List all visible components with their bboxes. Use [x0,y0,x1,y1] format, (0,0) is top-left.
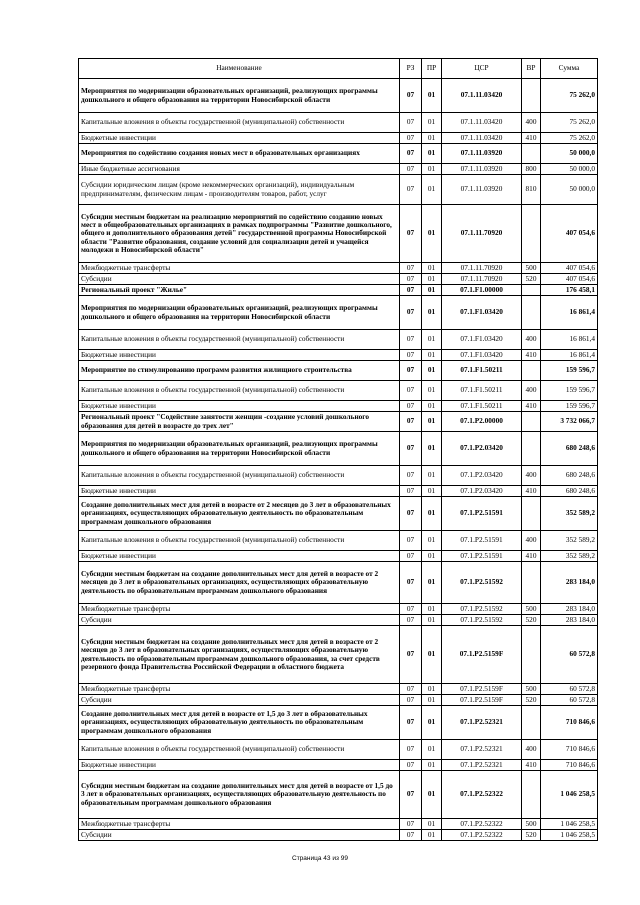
cell-csr: 07.1.F1.03420 [442,330,522,350]
cell-sum: 50 000,0 [541,144,598,164]
cell-rz: 07 [400,285,422,296]
cell-pr: 01 [422,79,442,113]
cell-name: Бюджетные инвестиции [79,401,400,412]
cell-csr: 07.1.11.03420 [442,133,522,144]
cell-sum: 1 046 258,5 [541,819,598,830]
cell-pr: 01 [422,274,442,285]
cell-rz: 07 [400,740,422,760]
cell-vr: 810 [522,175,541,205]
table-row [79,551,598,562]
header-pr: ПР [422,59,442,79]
cell-vr [522,432,541,466]
cell-sum: 16 861,4 [541,296,598,330]
cell-name: Субсидии местным бюджетам на создание дополнительных мест для детей в возрасте от 2 месяцев до 3 лет в образовательных организациях, осуществляющих образовательную деятельность по образовательным программам дошкольного образования [79,562,400,604]
budget-table-container [78,58,597,841]
table-row [79,79,598,113]
cell-pr: 01 [422,706,442,740]
cell-rz: 07 [400,350,422,361]
cell-pr: 01 [422,133,442,144]
cell-csr: 07.1.F1.03420 [442,350,522,361]
table-row [79,175,598,205]
cell-name: Субсидии местным бюджетам на создание дополнительных мест для детей в возрасте от 2 месяцев до 3 лет в образовательных организациях, осуществляющих образовательную деятельность по образовательным программам дошкольного образования, за счет средств резервного фонда Правительства Российской Федерации в областного бюджета [79,626,400,684]
cell-sum: 60 572,8 [541,626,598,684]
table-row [79,274,598,285]
cell-rz: 07 [400,466,422,486]
table-row [79,296,598,330]
cell-pr: 01 [422,144,442,164]
cell-name: Капитальные вложения в объекты государственной (муниципальной) собственности [79,466,400,486]
cell-name: Региональный проект "Содействие занятости женщин -создание условий дошкольного образования для детей в возрасте до трех лет" [79,412,400,432]
cell-name: Бюджетные инвестиции [79,350,400,361]
cell-sum: 50 000,0 [541,175,598,205]
table-row [79,562,598,604]
cell-name: Субсидии местным бюджетам на создание дополнительных мест для детей в возрасте от 1,5 до 3 лет в образовательных организациях, осуществляющих образовательную деятельность по образовательным программам дошкольного образования [79,771,400,819]
cell-vr [522,771,541,819]
cell-pr: 01 [422,830,442,841]
cell-sum: 680 248,6 [541,486,598,497]
cell-vr: 400 [522,113,541,133]
cell-csr: 07.1.P2.51592 [442,562,522,604]
cell-csr: 07.1.P2.03420 [442,432,522,466]
cell-pr: 01 [422,330,442,350]
cell-vr [522,285,541,296]
cell-csr: 07.1.F1.03420 [442,296,522,330]
cell-name: Капитальные вложения в объекты государственной (муниципальной) собственности [79,381,400,401]
header-csr: ЦСР [442,59,522,79]
cell-name: Межбюджетные трансферты [79,604,400,615]
table-row [79,466,598,486]
cell-vr [522,144,541,164]
cell-csr: 07.1.P2.5159F [442,695,522,706]
table-row [79,432,598,466]
table-row [79,285,598,296]
cell-pr: 01 [422,760,442,771]
cell-vr: 410 [522,551,541,562]
cell-vr: 400 [522,330,541,350]
cell-csr: 07.1.P2.5159F [442,626,522,684]
cell-rz: 07 [400,361,422,381]
cell-csr: 07.1.11.03920 [442,164,522,175]
cell-sum: 16 861,4 [541,350,598,361]
cell-sum: 407 054,6 [541,263,598,274]
cell-rz: 07 [400,819,422,830]
cell-vr [522,361,541,381]
cell-vr: 410 [522,760,541,771]
table-row [79,615,598,626]
table-row [79,740,598,760]
cell-vr [522,296,541,330]
cell-name: Субсидии [79,615,400,626]
cell-pr: 01 [422,412,442,432]
cell-sum: 283 184,0 [541,615,598,626]
cell-pr: 01 [422,361,442,381]
cell-vr: 500 [522,263,541,274]
cell-name: Мероприятие по стимулированию программ развития жилищного строительства [79,361,400,381]
cell-rz: 07 [400,144,422,164]
cell-pr: 01 [422,604,442,615]
cell-vr: 400 [522,531,541,551]
cell-vr [522,562,541,604]
table-row [79,133,598,144]
cell-name: Межбюджетные трансферты [79,263,400,274]
cell-pr: 01 [422,205,442,263]
table-row [79,113,598,133]
cell-rz: 07 [400,771,422,819]
cell-csr: 07.1.P2.51591 [442,551,522,562]
cell-vr: 520 [522,695,541,706]
cell-pr: 01 [422,486,442,497]
cell-rz: 07 [400,497,422,531]
table-row [79,626,598,684]
table-row [79,486,598,497]
table-row [79,350,598,361]
table-row [79,330,598,350]
cell-sum: 1 046 258,5 [541,830,598,841]
cell-pr: 01 [422,285,442,296]
cell-name: Межбюджетные трансферты [79,684,400,695]
cell-vr: 500 [522,819,541,830]
cell-vr: 410 [522,486,541,497]
cell-vr: 520 [522,615,541,626]
table-row [79,144,598,164]
cell-name: Создание дополнительных мест для детей в возрасте от 1,5 до 3 лет в образовательных организациях, осуществляющих образовательную деятельность по образовательным программам дошкольного образования [79,706,400,740]
cell-pr: 01 [422,432,442,466]
table-row [79,771,598,819]
cell-pr: 01 [422,740,442,760]
cell-name: Региональный проект "Жилье" [79,285,400,296]
cell-sum: 283 184,0 [541,604,598,615]
cell-sum: 680 248,6 [541,466,598,486]
cell-pr: 01 [422,350,442,361]
cell-vr: 410 [522,133,541,144]
cell-csr: 07.1.11.03420 [442,113,522,133]
table-row [79,263,598,274]
cell-csr: 07.1.F1.50211 [442,381,522,401]
cell-rz: 07 [400,274,422,285]
cell-vr [522,626,541,684]
cell-name: Иные бюджетные ассигнования [79,164,400,175]
cell-vr: 400 [522,381,541,401]
cell-csr: 07.1.P2.51592 [442,604,522,615]
cell-sum: 352 589,2 [541,551,598,562]
cell-name: Капитальные вложения в объекты государственной (муниципальной) собственности [79,740,400,760]
budget-table [78,58,598,841]
table-row [79,205,598,263]
cell-csr: 07.1.P2.52321 [442,740,522,760]
cell-vr: 400 [522,740,541,760]
cell-name: Мероприятия по модернизации образовательных организаций, реализующих программы дошкольного и общего образования на территории Новосибирской области [79,432,400,466]
cell-sum: 680 248,6 [541,432,598,466]
cell-pr: 01 [422,771,442,819]
table-row [79,361,598,381]
cell-csr: 07.1.11.03920 [442,175,522,205]
cell-pr: 01 [422,684,442,695]
cell-rz: 07 [400,706,422,740]
cell-rz: 07 [400,684,422,695]
cell-csr: 07.1.11.70920 [442,274,522,285]
table-row [79,819,598,830]
header-vr: ВР [522,59,541,79]
table-row [79,401,598,412]
cell-sum: 710 846,6 [541,706,598,740]
cell-csr: 07.1.F1.50211 [442,361,522,381]
table-body [79,79,598,841]
cell-rz: 07 [400,760,422,771]
cell-csr: 07.1.P2.52321 [442,760,522,771]
cell-csr: 07.1.P2.51591 [442,497,522,531]
header-name: Наименование [79,59,400,79]
cell-csr: 07.1.F1.50211 [442,401,522,412]
cell-rz: 07 [400,133,422,144]
cell-sum: 75 262,0 [541,79,598,113]
cell-rz: 07 [400,626,422,684]
table-row [79,695,598,706]
cell-sum: 159 596,7 [541,361,598,381]
cell-sum: 159 596,7 [541,401,598,412]
table-row [79,164,598,175]
cell-vr: 800 [522,164,541,175]
cell-sum: 16 861,4 [541,330,598,350]
cell-pr: 01 [422,401,442,412]
cell-sum: 283 184,0 [541,562,598,604]
cell-csr: 07.1.P2.52322 [442,819,522,830]
cell-vr [522,706,541,740]
table-row [79,412,598,432]
cell-csr: 07.1.P2.5159F [442,684,522,695]
cell-pr: 01 [422,562,442,604]
cell-vr: 400 [522,466,541,486]
cell-pr: 01 [422,819,442,830]
table-row [79,531,598,551]
table-row [79,684,598,695]
cell-name: Мероприятия по содействию создания новых мест в образовательных организациях [79,144,400,164]
cell-csr: 07.1.P2.03420 [442,486,522,497]
cell-vr: 410 [522,401,541,412]
cell-pr: 01 [422,497,442,531]
cell-rz: 07 [400,551,422,562]
page-number: Страница 43 из 99 [292,855,348,862]
cell-pr: 01 [422,615,442,626]
cell-rz: 07 [400,604,422,615]
table-row [79,760,598,771]
cell-csr: 07.1.P2.52322 [442,830,522,841]
cell-pr: 01 [422,296,442,330]
cell-vr [522,205,541,263]
cell-rz: 07 [400,164,422,175]
cell-sum: 60 572,8 [541,684,598,695]
cell-vr [522,79,541,113]
cell-name: Капитальные вложения в объекты государственной (муниципальной) собственности [79,113,400,133]
cell-vr [522,412,541,432]
cell-csr: 07.1.11.03420 [442,79,522,113]
cell-pr: 01 [422,381,442,401]
cell-csr: 07.1.P2.52322 [442,771,522,819]
cell-vr: 500 [522,604,541,615]
cell-vr [522,497,541,531]
cell-name: Субсидии [79,830,400,841]
table-header-row [79,59,598,79]
cell-rz: 07 [400,695,422,706]
cell-name: Бюджетные инвестиции [79,486,400,497]
cell-sum: 352 589,2 [541,497,598,531]
cell-sum: 710 846,6 [541,740,598,760]
cell-rz: 07 [400,175,422,205]
cell-rz: 07 [400,412,422,432]
cell-vr: 410 [522,350,541,361]
cell-vr: 520 [522,274,541,285]
cell-sum: 176 458,1 [541,285,598,296]
cell-rz: 07 [400,615,422,626]
cell-pr: 01 [422,113,442,133]
cell-rz: 07 [400,113,422,133]
cell-sum: 1 046 258,5 [541,771,598,819]
cell-name: Капитальные вложения в объекты государственной (муниципальной) собственности [79,531,400,551]
cell-csr: 07.1.P2.51592 [442,615,522,626]
cell-name: Субсидии юридическим лицам (кроме некоммерческих организаций), индивидуальным предпринимателям, физическим лицам - производителям товаров, работ, услуг [79,175,400,205]
cell-sum: 75 262,0 [541,113,598,133]
cell-pr: 01 [422,531,442,551]
cell-rz: 07 [400,296,422,330]
cell-vr: 500 [522,684,541,695]
header-sum: Сумма [541,59,598,79]
cell-rz: 07 [400,330,422,350]
cell-pr: 01 [422,695,442,706]
table-row [79,604,598,615]
cell-name: Бюджетные инвестиции [79,133,400,144]
cell-rz: 07 [400,830,422,841]
cell-csr: 07.1.11.70920 [442,263,522,274]
cell-name: Субсидии [79,274,400,285]
cell-name: Мероприятия по модернизации образовательных организаций, реализующих программы дошкольного и общего образования на территории Новосибирской области [79,296,400,330]
cell-csr: 07.1.F1.00000 [442,285,522,296]
cell-rz: 07 [400,432,422,466]
cell-csr: 07.1.P2.03420 [442,466,522,486]
cell-csr: 07.1.11.70920 [442,205,522,263]
cell-name: Межбюджетные трансферты [79,819,400,830]
cell-name: Создание дополнительных мест для детей в возрасте от 2 месяцев до 3 лет в образовательных организациях, осуществляющих образовательную деятельность по образовательным программам дошкольного образования [79,497,400,531]
cell-csr: 07.1.P2.51591 [442,531,522,551]
cell-name: Капитальные вложения в объекты государственной (муниципальной) собственности [79,330,400,350]
cell-pr: 01 [422,175,442,205]
cell-csr: 07.1.11.03920 [442,144,522,164]
cell-rz: 07 [400,79,422,113]
cell-sum: 3 732 066,7 [541,412,598,432]
cell-name: Субсидии [79,695,400,706]
cell-name: Субсидии местным бюджетам на реализацию мероприятий по содействию созданию новых мест в общеобразовательных организациях в рамках подпрограммы "Развитие дошкольного, общего и дополнительного образования детей" государственной программы Новосибирской области "Развитие образования, создание условий для социализации детей и учащейся молодежи в Новосибирской области" [79,205,400,263]
cell-sum: 159 596,7 [541,381,598,401]
cell-rz: 07 [400,263,422,274]
cell-rz: 07 [400,486,422,497]
table-row [79,706,598,740]
cell-sum: 710 846,6 [541,760,598,771]
table-row [79,830,598,841]
table-row [79,381,598,401]
cell-name: Мероприятия по модернизации образовательных организаций, реализующих программы дошкольного и общего образования на территории Новосибирской области [79,79,400,113]
cell-name: Бюджетные инвестиции [79,551,400,562]
cell-sum: 352 589,2 [541,531,598,551]
cell-csr: 07.1.P2.00000 [442,412,522,432]
cell-csr: 07.1.P2.52321 [442,706,522,740]
cell-rz: 07 [400,401,422,412]
cell-name: Бюджетные инвестиции [79,760,400,771]
cell-rz: 07 [400,205,422,263]
cell-pr: 01 [422,551,442,562]
cell-vr: 520 [522,830,541,841]
cell-sum: 50 000,0 [541,164,598,175]
cell-pr: 01 [422,164,442,175]
table-row [79,497,598,531]
cell-rz: 07 [400,562,422,604]
cell-sum: 407 054,6 [541,274,598,285]
cell-pr: 01 [422,466,442,486]
cell-sum: 407 054,6 [541,205,598,263]
header-rz: РЗ [400,59,422,79]
cell-pr: 01 [422,626,442,684]
cell-rz: 07 [400,381,422,401]
cell-sum: 75 262,0 [541,133,598,144]
cell-pr: 01 [422,263,442,274]
cell-rz: 07 [400,531,422,551]
cell-sum: 60 572,8 [541,695,598,706]
